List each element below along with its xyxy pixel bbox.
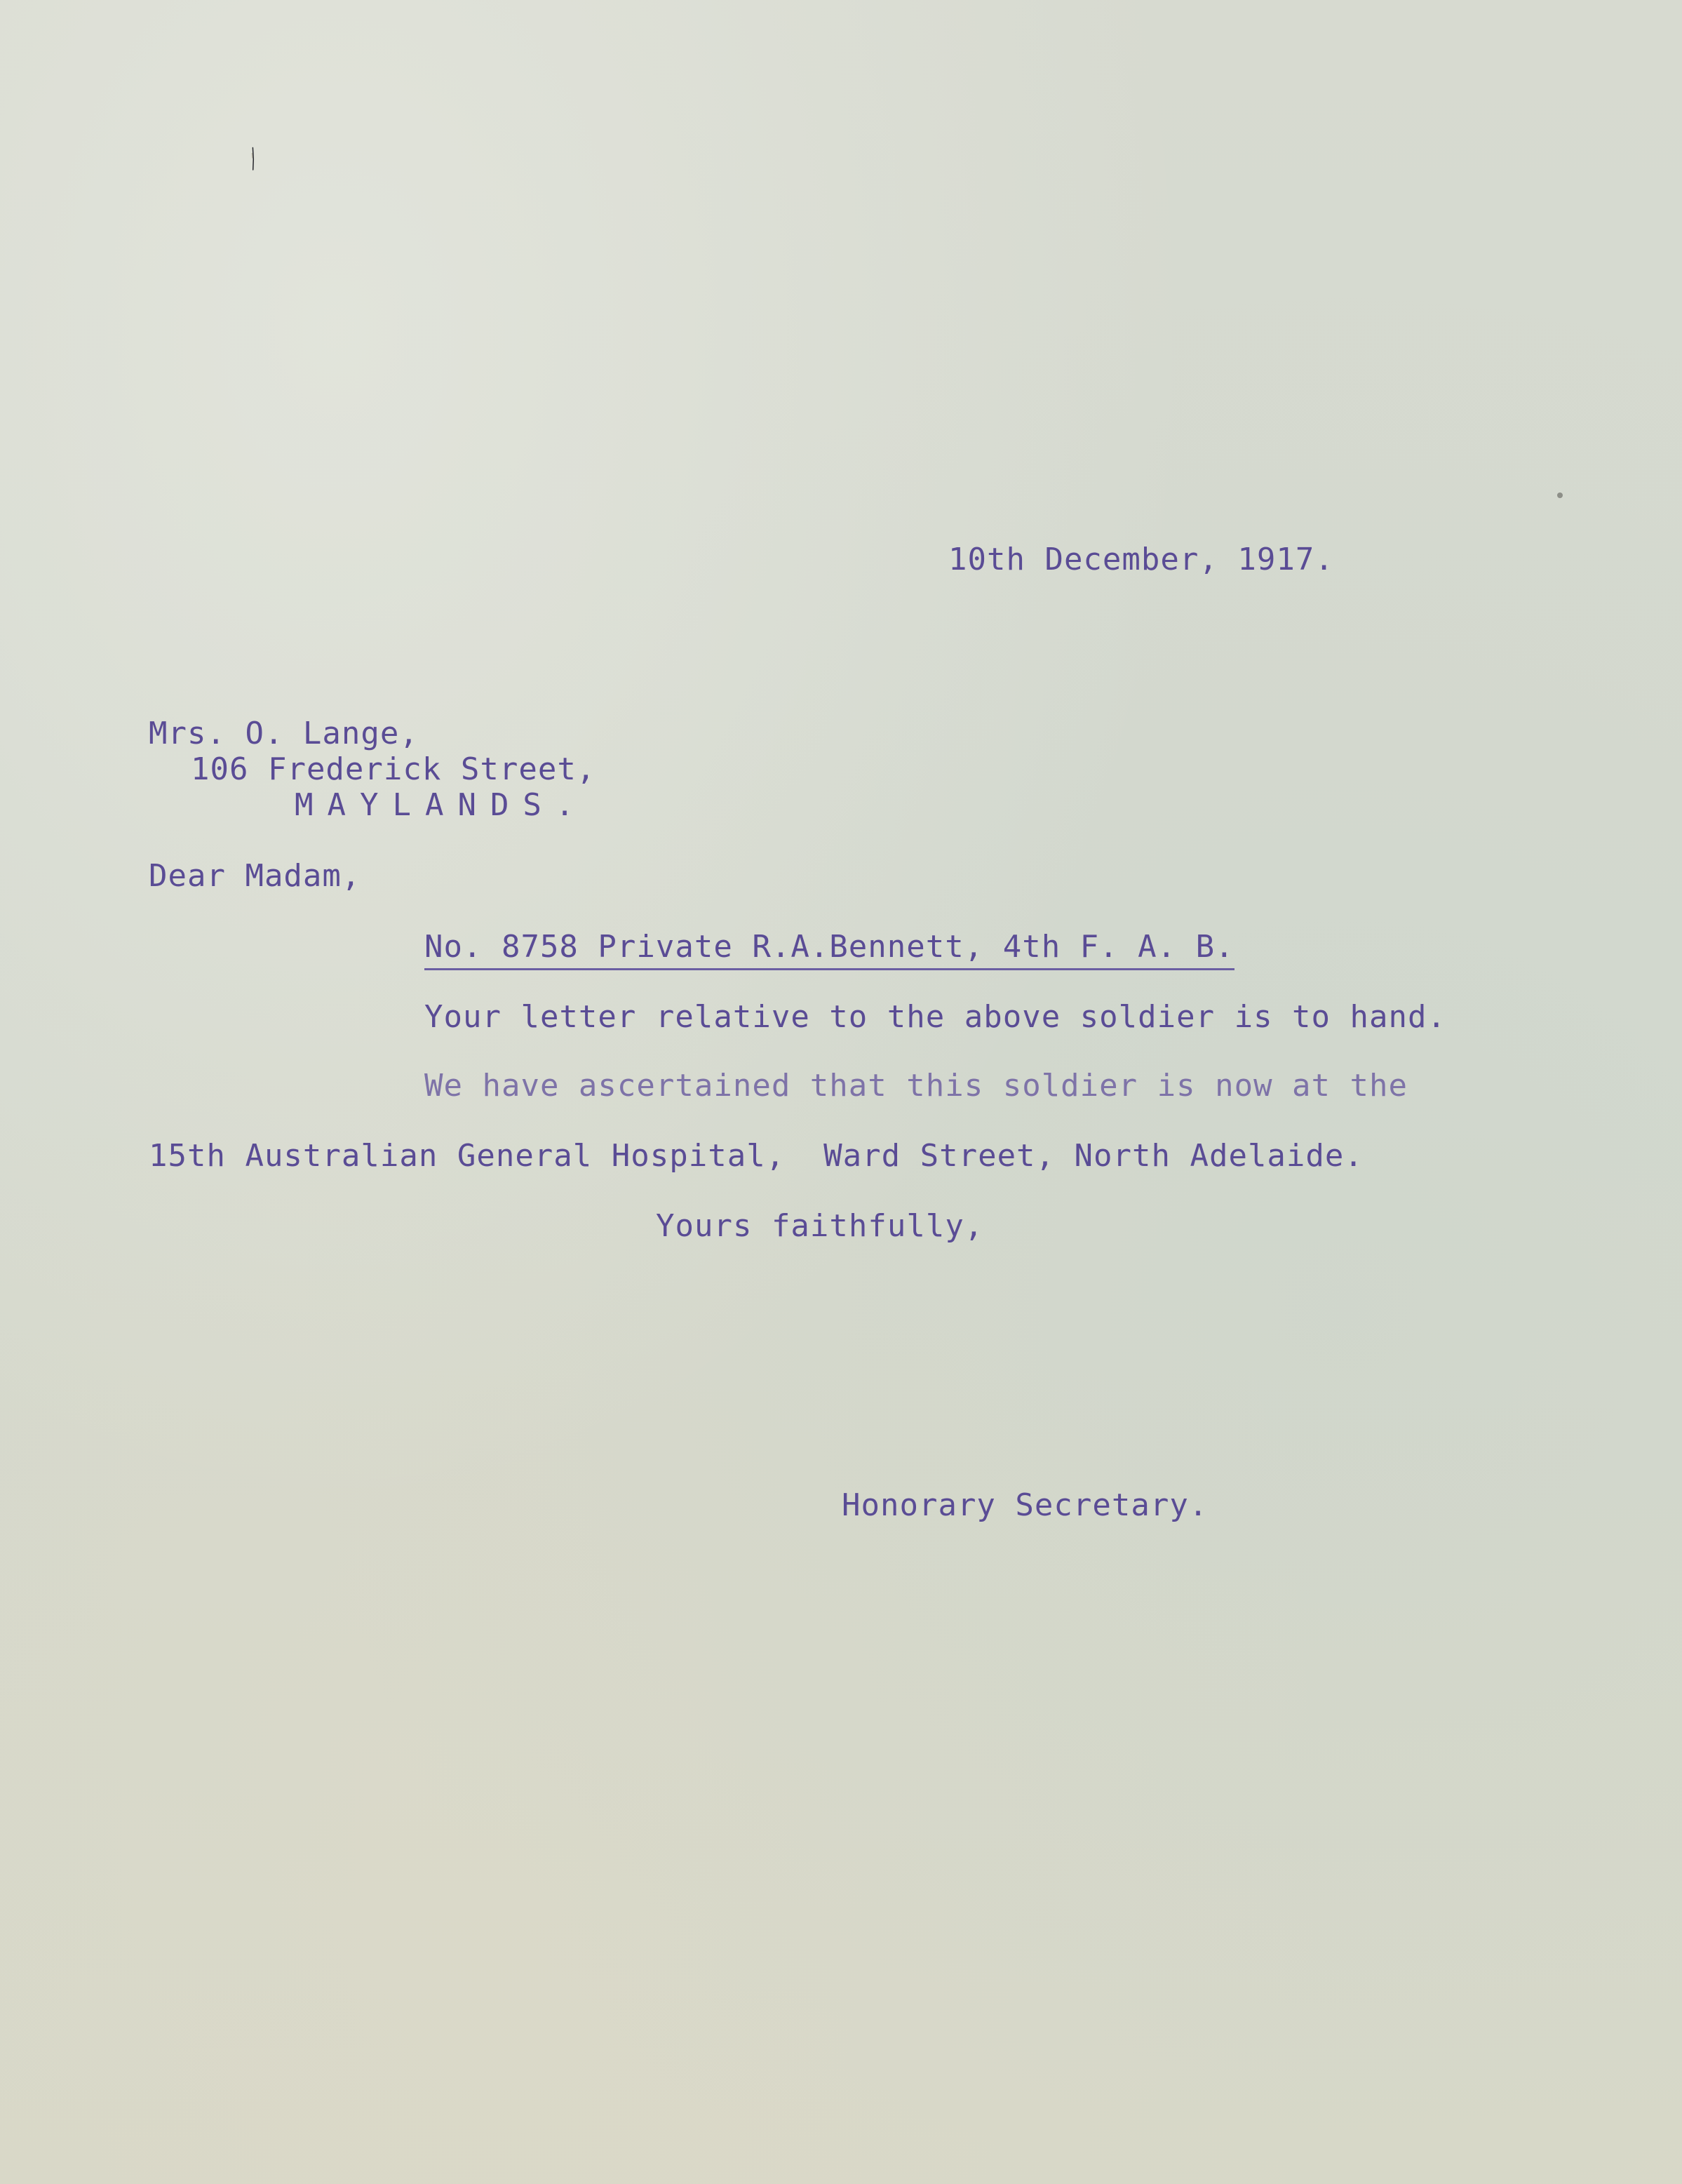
- closing: Yours faithfully,: [656, 1208, 984, 1244]
- recipient-street: 106 Frederick Street,: [191, 751, 596, 787]
- signatory-title: Honorary Secretary.: [842, 1487, 1209, 1523]
- salutation: Dear Madam,: [149, 858, 361, 894]
- body-paragraph-2: We have ascertained that this soldier is now at the: [424, 1068, 1408, 1104]
- pen-stroke-mark: [251, 121, 255, 198]
- paper-speck: [1557, 493, 1563, 498]
- body-paragraph-1: Your letter relative to the above soldier is to hand.: [424, 999, 1446, 1035]
- subject-line: No. 8758 Private R.A.Bennett, 4th F. A. B.: [424, 927, 1234, 970]
- body-paragraph-3: 15th Australian General Hospital, Ward Street, North Adelaide.: [149, 1138, 1364, 1174]
- recipient-name: Mrs. O. Lange,: [149, 716, 419, 751]
- recipient-suburb: MAYLANDS.: [295, 787, 588, 823]
- letter-date: 10th December, 1917.: [948, 542, 1334, 577]
